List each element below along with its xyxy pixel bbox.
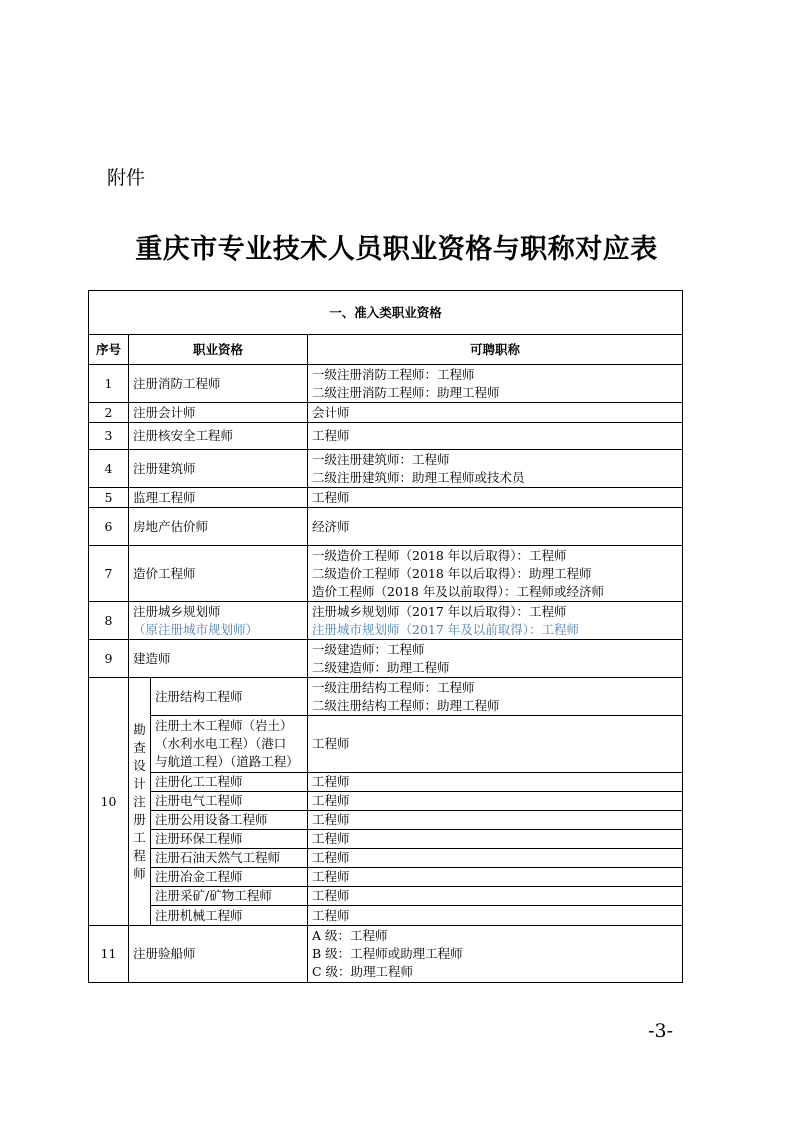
col-header-qualification: 职业资格 (129, 335, 308, 365)
title-line: 二级注册结构工程师：助理工程师 (312, 697, 500, 713)
title-line: 二级注册建筑师：助理工程师或技术员 (312, 469, 525, 485)
qualification-cell: 注册消防工程师 (129, 365, 308, 403)
qualification-cell: 建造师 (129, 640, 308, 678)
title-cell: 工程师 (308, 868, 683, 887)
col-header-title: 可聘职称 (308, 335, 683, 365)
table-row (89, 365, 683, 403)
row-no: 3 (89, 423, 129, 450)
row-no: 9 (89, 640, 129, 678)
table-row (89, 423, 683, 450)
qualification-cell: 注册结构工程师 (151, 678, 308, 716)
title-line: 造价工程师（2018 年及以前取得）：工程师或经济师 (312, 583, 605, 599)
qualification-cell: 注册环保工程师 (151, 830, 308, 849)
title-line: C 级：助理工程师 (312, 964, 414, 979)
qualification-cell: 注册公用设备工程师 (151, 811, 308, 830)
attachment-label: 附件 (107, 167, 146, 189)
title-cell (308, 640, 683, 678)
table-row (89, 887, 683, 906)
qualification-cell: 监理工程师 (129, 488, 308, 508)
title-line: 一级注册建筑师：工程师 (312, 451, 450, 467)
row-no: 7 (89, 546, 129, 602)
title-line: A 级：工程师 (312, 928, 388, 943)
row-no: 4 (89, 450, 129, 488)
title-cell: 工程师 (308, 906, 683, 926)
title-cell: 工程师 (308, 423, 683, 450)
title-note: 注册城市规划师（2017 年及以前取得）：工程师 (312, 621, 580, 637)
qualification-cell: 注册核安全工程师 (129, 423, 308, 450)
table-row (89, 811, 683, 830)
qualification-cell: 注册会计师 (129, 403, 308, 423)
title-cell (308, 450, 683, 488)
qualification-note: （原注册城市规划师） (133, 621, 259, 637)
title-line: 二级注册消防工程师：助理工程师 (312, 384, 500, 400)
title-cell (308, 365, 683, 403)
title-cell: 工程师 (308, 773, 683, 792)
title-cell: 工程师 (308, 830, 683, 849)
title-cell: 会计师 (308, 403, 683, 423)
table-row (89, 488, 683, 508)
qualification-line: 注册土木工程师（岩土） (155, 718, 293, 733)
title-line: 二级建造师：助理工程师 (312, 659, 450, 675)
row-no: 11 (89, 926, 129, 983)
title-line: 一级造价工程师（2018 年以后取得）：工程师 (312, 547, 567, 563)
title-cell: 工程师 (308, 488, 683, 508)
qualification-line: 与航道工程）（道路工程） (155, 754, 299, 769)
section-heading: 一、准入类职业资格 (89, 291, 683, 335)
qualification-cell: 注册机械工程师 (151, 906, 308, 926)
row-no: 2 (89, 403, 129, 423)
title-cell (308, 678, 683, 716)
title-cell: 工程师 (308, 716, 683, 773)
table-row (89, 716, 683, 773)
title-line: 二级造价工程师（2018 年以后取得）：助理工程师 (312, 565, 592, 581)
title-cell (308, 602, 683, 640)
page-number: -3- (648, 1020, 673, 1042)
qualification-cell: 注册采矿/矿物工程师 (151, 887, 308, 906)
table-row (89, 602, 683, 640)
table-row (89, 926, 683, 983)
table-row (89, 403, 683, 423)
row-no: 10 (89, 678, 129, 926)
row-no: 6 (89, 508, 129, 546)
qualification-line: （水利水电工程）（港口 (155, 736, 287, 751)
row-no: 8 (89, 602, 129, 640)
title-line: 一级建造师：工程师 (312, 641, 425, 657)
col-header-no: 序号 (89, 335, 129, 365)
qualification-name: 注册城乡规划师 (133, 603, 221, 619)
qualification-cell: 注册电气工程师 (151, 792, 308, 811)
qualification-cell: 注册化工工程师 (151, 773, 308, 792)
table-row (89, 450, 683, 488)
table-row (89, 640, 683, 678)
table-row (89, 678, 683, 716)
title-cell: 工程师 (308, 811, 683, 830)
title-line: B 级：工程师或助理工程师 (312, 946, 463, 961)
table-row (89, 508, 683, 546)
title-cell (308, 926, 683, 983)
table-row (89, 849, 683, 868)
qualification-cell: 注册石油天然气工程师 (151, 849, 308, 868)
qualification-table (88, 290, 683, 983)
qualification-cell: 注册冶金工程师 (151, 868, 308, 887)
title-cell: 工程师 (308, 887, 683, 906)
qualification-cell (129, 602, 308, 640)
table-row (89, 830, 683, 849)
title-line: 注册城乡规划师（2017 年以后取得）：工程师 (312, 603, 567, 619)
title-cell: 工程师 (308, 792, 683, 811)
table-row (89, 906, 683, 926)
title-cell: 工程师 (308, 849, 683, 868)
title-cell (308, 546, 683, 602)
document-title: 重庆市专业技术人员职业资格与职称对应表 (135, 234, 658, 265)
qualification-cell (151, 716, 308, 773)
title-cell: 经济师 (308, 508, 683, 546)
row-no: 1 (89, 365, 129, 403)
table-row (89, 792, 683, 811)
table-row (89, 546, 683, 602)
table-row (89, 773, 683, 792)
table-row (89, 868, 683, 887)
title-line: 一级注册消防工程师：工程师 (312, 366, 475, 382)
group-label-vertical: 勘 查 设 计 注 册 工 程 师 (129, 678, 151, 926)
qualification-cell: 造价工程师 (129, 546, 308, 602)
qualification-cell: 房地产估价师 (129, 508, 308, 546)
row-no: 5 (89, 488, 129, 508)
qualification-cell: 注册验船师 (129, 926, 308, 983)
qualification-cell: 注册建筑师 (129, 450, 308, 488)
title-line: 一级注册结构工程师：工程师 (312, 679, 475, 695)
